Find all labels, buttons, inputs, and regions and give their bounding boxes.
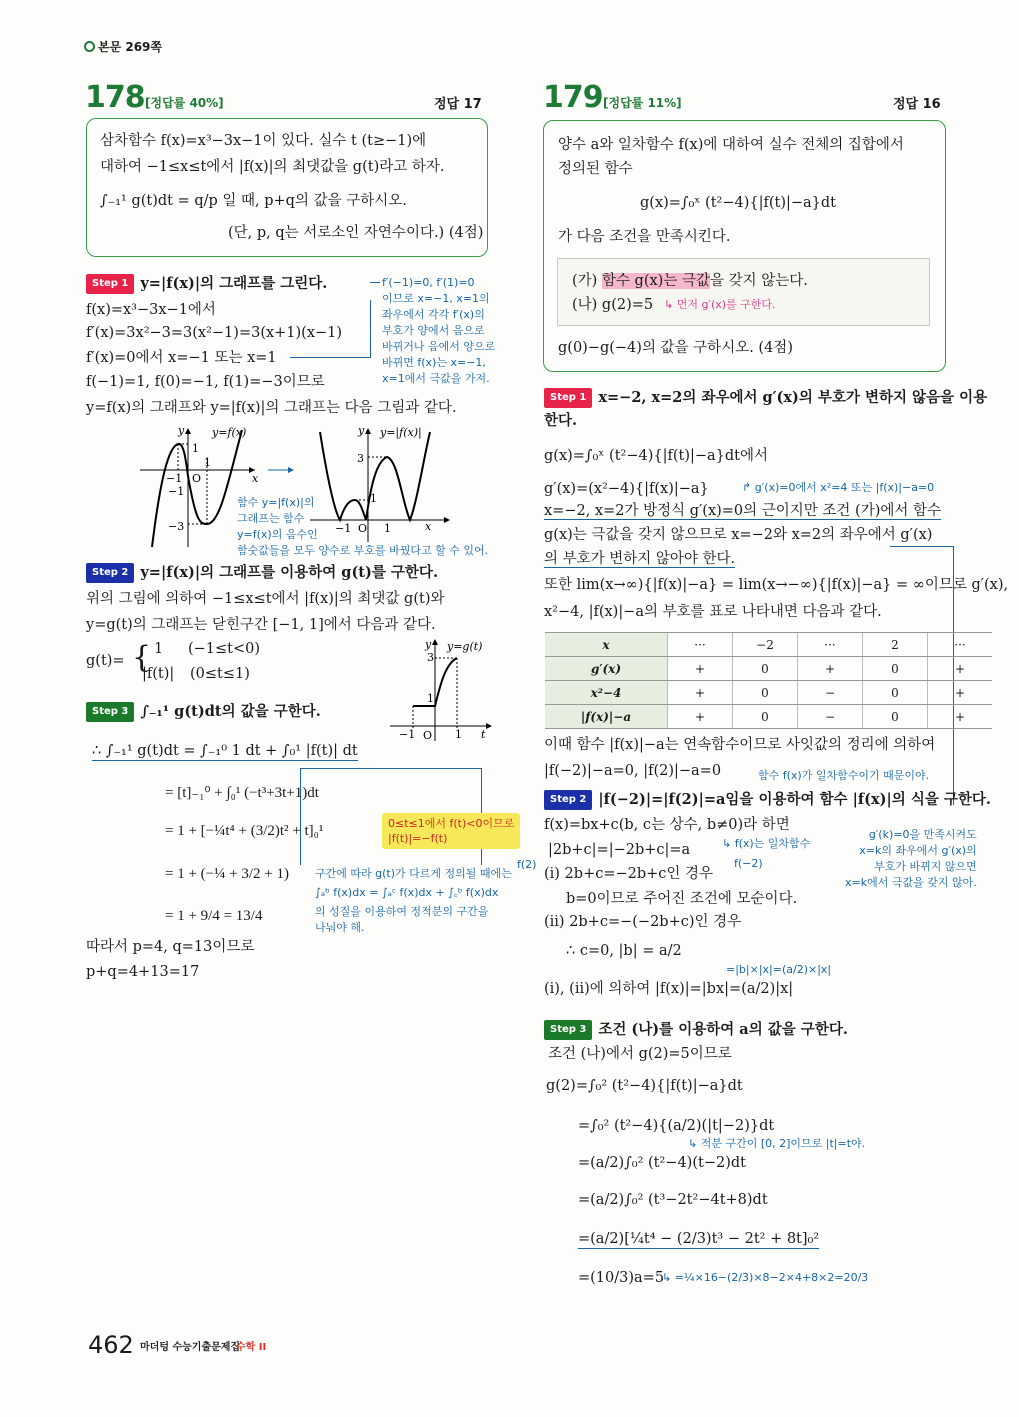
table-row: |f(x)|−a + 0 − 0 + <box>545 705 992 729</box>
solution-line: = 1 + (−¼ + 3/2 + 1) <box>165 866 289 882</box>
step2-heading: Step 2 |f(−2)|=|f(2)|=a임을 이용하여 함수 |f(x)|의 식을 구한다. <box>544 790 991 810</box>
solution-line: (i) 2b+c=−2b+c인 경우 <box>544 866 714 882</box>
origin-label: O <box>192 472 202 485</box>
solution-line: ∴ ∫₋₁¹ g(t)dt = ∫₋₁⁰ 1 dt + ∫₀¹ |f(t)| dt <box>92 743 358 759</box>
correct-rate: [정답률 40%] <box>145 96 224 110</box>
solution-line: = [t]₋₁⁰ + ∫₀¹ (−t³+3t+1)dt <box>165 785 319 801</box>
solution-line: f′(x)=0에서 x=−1 또는 x=1 <box>86 350 277 366</box>
correct-rate: [정답률 11%] <box>603 96 682 110</box>
tick-label: −1 <box>399 728 416 741</box>
arrow-icon: ↱ <box>742 481 755 494</box>
piece-cond: (−1≤t<0) <box>188 641 261 657</box>
sign-table <box>545 632 992 729</box>
side-note: 함수 f(x)가 일차함수이기 때문이야. <box>758 769 930 782</box>
problem-formula: g(x)=∫₀ˣ (t²−4){|f(t)|−a}dt <box>640 195 837 211</box>
tick-label: −1 <box>168 485 185 498</box>
piece-cond: (0≤t≤1) <box>190 666 250 682</box>
solution-line: 의 부호가 변하지 않아야 한다. <box>544 551 736 567</box>
condition-box <box>557 258 930 326</box>
graph-title: y=g(t) <box>447 640 483 653</box>
axis-label: x <box>252 472 259 485</box>
problem-number: 179 <box>543 80 603 115</box>
arrow-icon: ↳ <box>664 298 677 311</box>
step2-heading: Step 2 y=|f(x)|의 그래프를 이용하여 g(t)를 구한다. <box>86 563 438 583</box>
tick-label: 1 <box>204 456 211 469</box>
solution-line: 따라서 p=4, q=13이므로 <box>86 939 255 955</box>
tick-label: 1 <box>427 692 434 705</box>
solution-line: ∴ c=0, |b| = a/2 <box>566 943 682 959</box>
step3-badge: Step 3 <box>544 1020 592 1040</box>
solution-line: (i), (ii)에 의하여 |f(x)|=|bx|=(a/2)|x| <box>544 981 794 997</box>
problem-box <box>543 120 946 372</box>
step1-badge: Step 1 <box>86 274 134 294</box>
solution-line: =∫₀² (t²−4){(a/2)(|t|−2)}dt <box>578 1118 775 1134</box>
solution-line: p+q=4+13=17 <box>86 964 200 980</box>
brace: { <box>132 640 152 675</box>
problem-line: 정의된 함수 <box>558 161 633 177</box>
side-note: f′(−1)=0, f′(1)=0 이므로 x=−1, x=1의 좌우에서 각각 f′(x)의 부호가 양에서 음으로 바뀌거나 음에서 양으로 바뀌면 f(x)는 x=−1, x=1에서 극값을 가져. <box>382 276 496 385</box>
solution-line: f(x)=x³−3x−1에서 <box>86 302 216 318</box>
arrow-icon: ↳ <box>688 1137 701 1150</box>
solution-line: x²−4, |f(x)|−a의 부호를 표로 나타내면 다음과 같다. <box>544 604 882 620</box>
step2-badge: Step 2 <box>544 790 592 810</box>
question-line: g(0)−g(−4)의 값을 구하시오. (4점) <box>558 340 793 356</box>
problem-line: ∫₋₁¹ g(t)dt = q/p 일 때, p+q의 값을 구하시오. <box>100 193 407 209</box>
side-note: g′(k)=0을 만족시켜도 x=k의 좌우에서 g′(x)의 부호가 바뀌지 않으면 x=k에서 극값을 갖지 않아. <box>845 828 977 889</box>
solution-line: (ii) 2b+c=−(−2b+c)인 경우 <box>544 914 742 930</box>
tick-label: 3 <box>357 452 364 465</box>
side-note: =|b|×|x|=(a/2)×|x| <box>726 963 832 976</box>
tick-label: −1 <box>166 472 183 485</box>
condition-note: ↳ 먼저 g′(x)를 구한다. <box>664 298 776 311</box>
tick-label: 1 <box>192 442 199 455</box>
connector-line <box>370 282 380 284</box>
axis-label: x <box>425 520 432 533</box>
arrow-icon <box>288 467 294 473</box>
step2-badge: Step 2 <box>86 563 134 583</box>
page-number: 462 <box>88 1331 134 1359</box>
table-row: g′(x) + 0 + 0 + <box>545 657 992 681</box>
solution-line: = 1 + [−¼t⁴ + (3/2)t² + t]₀¹ <box>165 823 324 839</box>
solution-line: 조건 (나)에서 g(2)=5이므로 <box>548 1046 732 1062</box>
solution-line: g′(x)=(x²−4){|f(x)|−a} <box>544 481 709 497</box>
solution-line: x=−2, x=2가 방정식 g′(x)=0의 근이지만 조건 (가)에서 함수 <box>544 503 941 519</box>
solution-line: f′(x)=3x²−3=3(x²−1)=3(x+1)(x−1) <box>86 325 343 341</box>
problem-number: 178 <box>85 80 145 115</box>
graph-title: y=f(x) <box>212 426 247 439</box>
tick-label: −1 <box>335 522 352 535</box>
side-note: f(2) <box>517 858 537 871</box>
solution-line: |f(−2)|−a=0, |f(2)|−a=0 <box>544 763 722 779</box>
side-note: 함수 y=|f(x)|의 그래프는 함수 y=f(x)의 음수인 함숫값들을 모두 양수로 부호를 바꿨다고 할 수 있어. <box>237 496 489 557</box>
graph-title: y=|f(x)| <box>380 426 422 439</box>
axis-label: t <box>481 728 486 741</box>
solution-line: g(x)는 극값을 갖지 않으므로 x=−2와 x=2의 좌우에서 g′(x) <box>544 527 933 543</box>
solution-line: |2b+c|=|−2b+c|=a <box>548 842 691 858</box>
problem-line: 가 다음 조건을 만족시킨다. <box>558 229 731 245</box>
step1-heading: Step 1 x=−2, x=2의 좌우에서 g′(x)의 부호가 변하지 않음을 이용 <box>544 388 987 408</box>
axis-label: y <box>358 424 365 437</box>
subject: 수학 II <box>236 1342 267 1353</box>
side-note: 구간에 따라 g(t)가 다르게 정의될 때에는 ∫ₐᵇ f(x)dx = ∫ₐᶜ f(x)dx + ∫꜀ᵇ f(x)dx 의 성질을 이용하여 정적분의 구간을 나눠야 해. <box>315 867 512 934</box>
tick-label: 3 <box>427 651 434 664</box>
origin-label: O <box>358 522 368 535</box>
piecewise-lhs: g(t)= <box>86 653 125 669</box>
highlight-note: 0≤t≤1에서 f(t)<0이므로 |f(t)|=−f(t) <box>382 813 520 849</box>
side-note: f(−2) <box>734 857 763 870</box>
step1-badge: Step 1 <box>544 388 592 408</box>
piece-value: 1 <box>154 641 164 657</box>
solution-line: = 1 + 9/4 = 13/4 <box>165 908 263 924</box>
tick-label: 1 <box>384 522 391 535</box>
table-row: x ··· −2 ··· 2 ··· <box>545 633 992 657</box>
table-row: x²−4 + 0 − 0 + <box>545 681 992 705</box>
solution-line: f(x)=bx+c(b, c는 상수, b≠0)라 하면 <box>544 817 790 833</box>
problem-line: 양수 a와 일차함수 f(x)에 대하여 실수 전체의 집합에서 <box>558 137 904 153</box>
solution-line: 이때 함수 |f(x)|−a는 연속함수이므로 사잇값의 정리에 의하여 <box>544 737 936 753</box>
solution-line: =(a/2)∫₀² (t³−2t²−4t+8)dt <box>578 1192 768 1208</box>
solution-line: f(−1)=1, f(0)=−1, f(1)=−3이므로 <box>86 374 325 390</box>
circle-icon <box>84 41 95 52</box>
axis-label: y <box>425 638 432 651</box>
solution-line: 위의 그림에 의하여 −1≤x≤t에서 |f(x)|의 최댓값 g(t)와 <box>86 591 445 607</box>
answer: 정답 17 <box>434 97 482 112</box>
step1-heading-cont: 한다. <box>544 412 578 429</box>
connector-line <box>290 300 371 358</box>
problem-line: 삼차함수 f(x)=x³−3x−1이 있다. 실수 t (t≥−1)에 <box>100 133 427 149</box>
solution-line: b=0이므로 주어진 조건에 모순이다. <box>566 891 798 907</box>
side-note: ↳ 적분 구간이 [0, 2]이므로 |t|=t야. <box>688 1137 866 1150</box>
graph-g <box>385 636 495 746</box>
arrow-icon: ↳ <box>662 1271 675 1284</box>
solution-line: 또한 lim(x→∞){|f(x)|−a} = lim(x→−∞){|f(x)|−a} = ∞이므로 g′(x), <box>544 577 1009 593</box>
side-note: ↳ =¼×16−(2/3)×8−2×4+8×2=20/3 <box>662 1271 869 1284</box>
step3-heading: Step 3 ∫₋₁¹ g(t)dt의 값을 구한다. <box>86 702 321 722</box>
book-title: 마더텅 수능기출문제집 <box>140 1342 241 1353</box>
side-note: ↱ g′(x)=0에서 x²=4 또는 |f(x)|−a=0 <box>742 481 935 494</box>
tick-label: 1 <box>455 728 462 741</box>
problem-line: 대하여 −1≤x≤t에서 |f(x)|의 최댓값을 g(t)라고 하자. <box>100 159 445 175</box>
solution-line: =(10/3)a=5 <box>578 1270 665 1286</box>
problem-line: (단, p, q는 서로소인 자연수이다.) (4점) <box>228 225 484 241</box>
condition-a: (가) 함수 g(x)는 극값을 갖지 않는다. <box>572 273 808 289</box>
piece-value: |f(t)| <box>142 666 175 682</box>
solution-line: y=g(t)의 그래프는 닫힌구간 [−1, 1]에서 다음과 같다. <box>86 617 436 633</box>
origin-label: O <box>423 729 433 742</box>
solution-line: =(a/2)[¼t⁴ − (2/3)t³ − 2t² + 8t]₀² <box>578 1231 820 1247</box>
arrow-icon: ↳ <box>722 837 735 850</box>
tick-label: −3 <box>168 520 185 533</box>
solution-line: y=f(x)의 그래프와 y=|f(x)|의 그래프는 다음 그림과 같다. <box>86 400 457 416</box>
page-reference: 본문 269쪽 <box>84 38 162 56</box>
step1-heading: Step 1 y=|f(x)|의 그래프를 그린다. <box>86 274 327 294</box>
answer: 정답 16 <box>893 97 941 112</box>
tick-label: 1 <box>370 492 377 505</box>
condition-b: (나) g(2)=5 <box>572 297 654 313</box>
step3-badge: Step 3 <box>86 702 134 722</box>
axis-label: y <box>178 424 185 437</box>
solution-line: =(a/2)∫₀² (t²−4)(t−2)dt <box>578 1155 746 1171</box>
solution-line: g(2)=∫₀² (t²−4){|f(t)|−a}dt <box>546 1078 743 1094</box>
side-note: ↳ f(x)는 일차함수 <box>722 837 811 850</box>
step3-heading: Step 3 조건 (나)를 이용하여 a의 값을 구한다. <box>544 1020 848 1040</box>
solution-line: g(x)=∫₀ˣ (t²−4){|f(t)|−a}dt에서 <box>544 448 769 464</box>
